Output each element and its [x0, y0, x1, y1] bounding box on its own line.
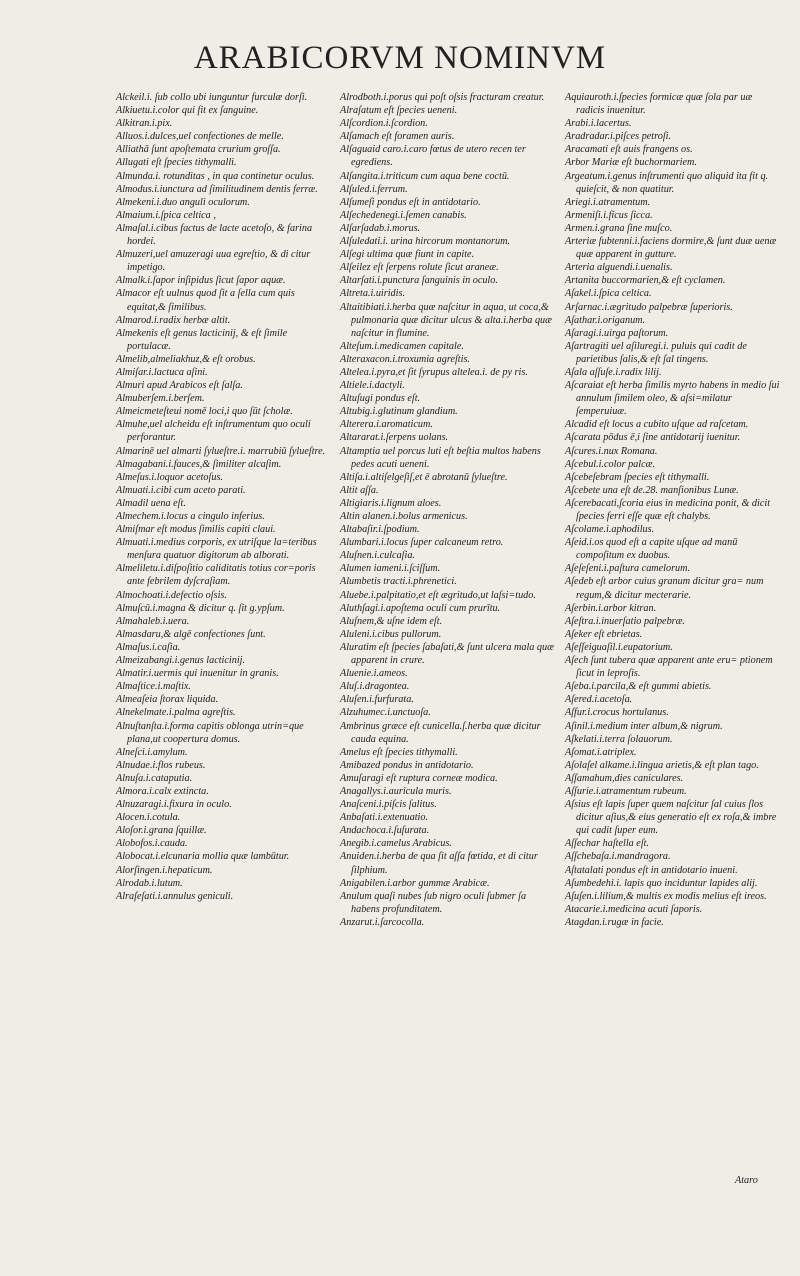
glossary-entry: Aſcebete una eſt de.28. manſionibus Lunæ.	[565, 484, 739, 496]
glossary-entry: Anegib.i.camelus Arabicus.	[340, 838, 452, 850]
glossary-entry: Aſcebeſebram ſpecies eſt tithymalli.	[565, 471, 710, 483]
glossary-entry: Aſſurie.i.atramentum rubeum.	[565, 785, 687, 797]
glossary-entry: Aſech ſunt tubera quæ apparent ante eru= ptionem ſicut in leproſis.	[565, 655, 773, 680]
glossary-entry: Altelea.i.pyra,et ſit ſyrupus altelea.i. de py ris.	[340, 366, 528, 378]
glossary-entry: Aluthſagi.i.apoſtema oculi cum prurītu.	[340, 602, 501, 614]
glossary-entry: Aſsius eſt lapis ſuper quem naſcitur ſal cuius ſlos dicitur aſius,& eius generatio eſt ex roſa,& imbre qui cadit ſuper eum.	[565, 799, 777, 837]
glossary-entry: Altamptia uel porcus luti eſt beſtia multos habens pedes acuti ueneni.	[340, 445, 541, 470]
glossary-entry: Almeicmeteſteui nomē loci,i quo ſūt ſcholæ.	[116, 406, 293, 418]
glossary-entry: Ariegi.i.atramentum.	[565, 196, 651, 208]
glossary-entry: Amelus eſt ſpecies tithymalli.	[340, 746, 458, 758]
glossary-entry: Alrodboth.i.porus qui poſt oſsis fracturam creatur.	[340, 92, 545, 103]
glossary-entry: Almuſcū.i.magna & dicitur q. ſit g.ypſum.	[116, 602, 285, 614]
glossary-entry: Alckeil.i. ſub collo ubi iunguntur furculæ dorſi.	[116, 92, 308, 103]
glossary-entry: Altaitibiati.i.herba quæ naſcitur in aqua, ut coca,& pulmonaria quæ dicitur ulcus & alta.i.herba quæ naſcitur in flumine.	[340, 301, 552, 339]
glossary-entry: Alorſingen.i.hepaticum.	[116, 864, 213, 876]
glossary-entry: Aluleni.i.cibus pullorum.	[340, 628, 442, 640]
glossary-entry: Alſamach eſt foramen auris.	[340, 131, 455, 143]
glossary-entry: Anigabilen.i.arbor gummæ Arabicæ.	[340, 877, 490, 889]
column-left	[116, 91, 331, 903]
glossary-entry: Aſſamahum,dies caniculares.	[565, 772, 684, 784]
glossary-entry: Almuberſem.i.berſem.	[116, 393, 205, 405]
glossary-entry: Almasdaru,& algē confectiones ſunt.	[116, 628, 266, 640]
glossary-entry: Alnekelmate.i.palma agreſtis.	[116, 707, 236, 719]
glossary-entry: Altararat.i.ſerpens uolans.	[340, 432, 449, 444]
glossary-entry: Aſcerebacati,ſcoria eius in medicina ponit, & dicit ſpecies ferri eſſe quæ eſt chalybs.	[565, 497, 771, 522]
glossary-entry: Alkitran.i.pix.	[116, 118, 173, 130]
glossary-entry: Allugati eſt ſpecies tithymalli.	[116, 157, 237, 169]
glossary-entry: Almora.i.calx extincta.	[116, 785, 209, 797]
glossary-entry: Almiſar.i.lactuca aſini.	[116, 366, 208, 378]
column-right	[565, 91, 783, 929]
glossary-entry: Aſkelati.i.terra ſolauorum.	[565, 733, 673, 745]
glossary-entry: Alumbari.i.locus ſuper calcaneum retro.	[340, 537, 504, 549]
glossary-entry: Aquiauroth.i.ſpecies formicæ quæ ſola par uæ radicis inuenitur.	[565, 92, 753, 117]
glossary-entry: Almuri apud Arabicos eſt ſalſa.	[116, 380, 243, 392]
glossary-entry: Alteraxacon.i.troxumia agreſtis.	[340, 353, 470, 365]
glossary-entry: Alſcordion.i.ſcordion.	[340, 118, 428, 130]
glossary-entry: Aluenie.i.ameos.	[340, 668, 408, 680]
glossary-entry: Aſſchebaſa.i.mandragora.	[565, 851, 671, 863]
glossary-entry: Almeliletu.i.diſpoſitio caliditatis totius cor=poris ante febrilem dyſcraſiam.	[116, 563, 316, 588]
glossary-entry: Alcadid eſt locus a cubito uſque ad raſcetam.	[565, 419, 749, 431]
glossary-entry: Aſcaraiat eſt herba ſimilis myrto habens in medio ſui annulum ſimilem oleo, & aſsi=milatur ſemperuiuæ.	[565, 380, 780, 418]
glossary-entry: Almaſus.i.caſia.	[116, 641, 181, 653]
glossary-entry: Almekenis eſt genus lacticinij, & eſt ſimile portulacæ.	[116, 327, 288, 352]
glossary-entry: Atagdan.i.rugæ in facie.	[565, 916, 664, 928]
glossary-entry: Arteria alguendi.i.uenalis.	[565, 262, 673, 274]
glossary-entry: Almuzeri,uel amuzeragi uua egreſtio, & di citur impetigo.	[116, 249, 311, 274]
glossary-entry: Aſuſen.i.lilium,& multis ex modis melius eſt ireos.	[565, 890, 767, 902]
glossary-entry: Alſarſadab.i.morus.	[340, 222, 421, 234]
glossary-entry: Almalk.i.ſapor inſipidus ſicut ſapor aquæ.	[116, 275, 286, 287]
glossary-entry: Aſeſſeiguaſil.i.eupatorium.	[565, 641, 673, 653]
glossary-entry: Anbaſati.i.extenuatio.	[340, 812, 428, 824]
glossary-entry: Alumbetis tracti.i.phrenetici.	[340, 576, 457, 588]
glossary-entry: Aſumbedehi.i. lapis quo inciduntur lapides alij.	[565, 877, 758, 889]
glossary-entry: Alſuledati.i. urina hircorum montanorum.	[340, 236, 510, 248]
glossary-entry: Almodus.i.iunctura ad ſimilitudinem dentis ferræ.	[116, 183, 318, 195]
glossary-entry: Aſakel.i.ſpica celtica.	[565, 288, 652, 300]
glossary-entry: Almatir.i.uermis qui inuenitur in granis.	[116, 668, 279, 680]
glossary-entry: Altit aſſa.	[340, 484, 379, 496]
glossary-entry: Aſtatalati pondus eſt in antidotario inueni.	[565, 864, 738, 876]
glossary-entry: Almuati.i.medius corporis, ex utriſque la=teribus menſura quatuor digitorum ab alborati.	[116, 537, 317, 562]
glossary-entry: Altarſati.i.punctura ſanguinis in oculo.	[340, 275, 498, 287]
glossary-entry: Altabaſir.i.ſpodium.	[340, 524, 420, 536]
glossary-entry: Aſcebul.i.color palcæ.	[565, 458, 655, 470]
glossary-entry: Altreta.i.uiridis.	[340, 288, 405, 300]
glossary-entry: Atacarie.i.medicina acuti ſaporis.	[565, 903, 703, 915]
glossary-entry: Aſolaſel alkame.i.lingua arietis,& eſt plan tago.	[565, 759, 759, 771]
glossary-entry: Altin alanen.i.bolus armenicus.	[340, 511, 468, 522]
glossary-entry: Aſedeb eſt arbor cuius granum dicitur gra= num regum,& dicitur mecterarie.	[565, 576, 764, 601]
glossary-entry: Aſered.i.acetoſa.	[565, 694, 633, 706]
glossary-entry: Aſcures.i.nux Romana.	[565, 445, 658, 457]
glossary-entry: Anzarut.i.ſarcocolla.	[340, 916, 425, 928]
glossary-entry: Anulum quaſi nubes ſub nigro oculi ſubmer ſa habens profunditatem.	[340, 890, 527, 915]
glossary-entry: Aſerbin.i.arbor kitran.	[565, 602, 657, 614]
glossary-entry: Arbor Mariæ eſt buchormariem.	[565, 157, 697, 169]
glossary-entry: Altiele.i.dactyli.	[340, 380, 405, 392]
glossary-entry: Alliathā ſunt apoſtemata crurium groſſa.	[116, 144, 281, 156]
glossary-entry: Alkiuetu.i.color qui fit ex ſanguine.	[116, 105, 259, 117]
glossary-entry: Almuati.i.cibi cum aceto parati.	[116, 484, 246, 496]
glossary-entry: Alſumeſi pondus eſt in antidotario.	[340, 196, 481, 208]
glossary-entry: Almeizabangi.i.genus lacticinij.	[116, 655, 246, 667]
glossary-entry: Anaſceni.i.piſcis ſalitus.	[340, 799, 437, 811]
glossary-entry: Aſathar.i.origanum.	[565, 314, 646, 326]
glossary-entry: Arſarnac.i.ægritudo palpebræ ſuperioris.	[565, 301, 733, 313]
glossary-entry: Alraſeſati.i.annulus geniculi.	[116, 890, 234, 902]
glossary-entry: Aradradar.i.piſces petroſi.	[565, 131, 672, 143]
glossary-entry: Alnuſtanſta.i.forma capitis oblonga utrin=que plana,ut coopertura domus.	[116, 720, 304, 745]
glossary-entry: Alluos.i.dulces,uel confectiones de melle.	[116, 131, 284, 143]
glossary-entry: Aſcolame.i.aphodilus.	[565, 524, 655, 536]
glossary-entry: Alrodab.i.lutum.	[116, 877, 183, 889]
glossary-entry: Aluſen.i.furfurata.	[340, 694, 414, 706]
glossary-entry: Almelib,almeliakhuz,& eſt orobus.	[116, 353, 256, 365]
glossary-entry: Almarinē uel almarti ſylueſtre.i. marrubiū ſylueſtre.	[116, 445, 326, 457]
glossary-entry: Alnuſa.i.cataputia.	[116, 772, 193, 784]
glossary-entry: Aſaragi.i.uirga paſtorum.	[565, 327, 669, 339]
glossary-entry: Almeaſeia ſtorax liquida.	[116, 694, 219, 706]
glossary-entry: Amibazed pondus in antidotario.	[340, 759, 474, 771]
glossary-entry: Altigiaris.i.lignum aloes.	[340, 497, 442, 509]
glossary-entry: Alnudae.i.flos rubeus.	[116, 759, 206, 771]
glossary-entry: Alterera.i.aromaticum.	[340, 419, 433, 431]
glossary-entry: Armen.i.grana ſine muſco.	[565, 222, 673, 234]
glossary-entry: Alobocat.i.elcunaria mollia quæ lambūtur.	[116, 851, 290, 863]
glossary-entry: Aſſechar haſtella eſt.	[565, 838, 650, 850]
glossary-entry: Arteriæ ſubtenni.i.faciens dormire,& ſunt duæ uenæ quæ apparent in gutture.	[565, 236, 777, 261]
catchword: Ataro	[735, 1175, 758, 1186]
glossary-entry: Aſcarata pōdus ē,i ſine antidotarij iuenitur.	[565, 432, 741, 444]
glossary-entry: Aſomat.i.atriplex.	[565, 746, 637, 758]
glossary-entry: Alocen.i.cotula.	[116, 812, 181, 824]
glossary-entry: Almeſus.i.loquor acetoſus.	[116, 471, 223, 483]
glossary-entry: Alteſum.i.medicamen capitale.	[340, 340, 464, 352]
glossary-entry: Argeatum.i.genus inſtrumenti quo aliquid ita fit q. quieſcit, & non quatitur.	[565, 170, 769, 195]
glossary-entry: Aluebe.i.palpitatio,et eſt ægritudo,ut laſsi=tudo.	[340, 589, 536, 601]
glossary-entry: Aluratim eſt ſpecies ſabaſati,& ſunt ulcera mala quæ apparent in crure.	[340, 641, 554, 667]
column-middle	[340, 91, 555, 929]
glossary-entry: Altiſa.i.altiſelgeſiſ,et ē abrotanū ſylueſtre.	[340, 471, 508, 483]
glossary-entry: Andachoca.i.ſuſurata.	[340, 825, 430, 837]
glossary-entry: Ambrinus græce eſt cunicella.ſ.herba quæ dicitur cauda equina.	[340, 720, 541, 745]
glossary-entry: Aloſor.i.grana ſquillæ.	[116, 825, 207, 837]
glossary-entry: Alſechedenegi.i.ſemen canabis.	[340, 209, 467, 221]
glossary-entry: Almunda.i. rotunditas , in qua continetur oculus.	[116, 170, 315, 182]
glossary-entry: Almagabani.i.fauces,& ſimiliter alcaſim.	[116, 458, 282, 470]
glossary-entry: Almiſmar eſt modus ſimilis capiti claui.	[116, 524, 276, 536]
glossary-entry: Armeniſi.i.ficus ſicca.	[565, 209, 653, 221]
glossary-entry: Anuiden.i.herba de qua ſit aſſa fœtida, et di citur ſilphium.	[340, 851, 538, 876]
glossary-entry: Alneſci.i.amylum.	[116, 746, 188, 758]
glossary-entry: Aluſnen.i.culcaſia.	[340, 550, 415, 562]
glossary-entry: Alſuled.i.ferrum.	[340, 183, 408, 195]
glossary-entry: Almaſtice.i.maſtix.	[116, 681, 191, 693]
glossary-entry: Altubig.i.glutinum glandium.	[340, 406, 458, 418]
glossary-entry: Aſfur.i.crocus hortulanus.	[565, 707, 669, 719]
glossary-entry: Alzuhumec.i.unctuoſa.	[340, 707, 431, 719]
glossary-entry: Aſinil.i.medium inter album,& nigrum.	[565, 720, 723, 732]
glossary-entry: Altuſugi pondus eſt.	[340, 393, 421, 405]
glossary-entry: Almacor eſt uulnus quod ſit a ſella cum quis equitat,& ſimilibus.	[116, 288, 295, 313]
glossary-entry: Aſeid.i.os quod eſt a capite uſque ad manū compoſitum ex duobus.	[565, 537, 738, 562]
glossary-entry: Almekeni.i.duo anguli oculorum.	[116, 196, 250, 208]
glossary-entry: Amuſaragi eſt ruptura corneæ modica.	[340, 772, 498, 784]
glossary-entry: Aſeſtra.i.inuerſatio palpebræ.	[565, 615, 685, 627]
glossary-entry: Almadil uena eſt.	[116, 497, 186, 509]
glossary-entry: Almaſal.i.cibus factus de lacte acetoſo, & farina hordei.	[116, 222, 313, 248]
page-title: ARABICORVM NOMINVM	[193, 40, 607, 76]
glossary-entry: Almochoati.i.defectio oſsis.	[116, 589, 227, 601]
glossary-entry: Aſeker eſt ebrietas.	[565, 628, 643, 640]
glossary-entry: Alraſatum eſt ſpecies ueneni.	[340, 105, 458, 117]
glossary-entry: Arabi.i.lacertus.	[565, 118, 632, 130]
glossary-entry: Aſartragiti uel aſiluregi.i. puluis qui cadit de parietibus ſalis,& eſt ſal tingens.	[565, 340, 747, 365]
glossary-entry: Alſaguaid caro.i.caro fœtus de utero recen ter egrediens.	[340, 144, 526, 169]
glossary-entry: Anagallys.i.auricula muris.	[340, 785, 452, 797]
glossary-entry: Aſeba.i.parcila,& eſt gummi abietis.	[565, 681, 712, 693]
glossary-entry: Alſegi ultima quæ fiunt in capite.	[340, 249, 475, 261]
glossary-entry: Almechem.i.locus a cingulo inferius.	[116, 511, 265, 522]
glossary-entry: Aluſ.i.dragontea.	[340, 681, 410, 693]
glossary-entry: Alſangita.i.triticum cum aqua bene coctū.	[340, 170, 510, 182]
glossary-entry: Almahaleb.i.uera.	[116, 615, 190, 627]
glossary-entry: Alnuzaragi.i.fixura in oculo.	[116, 799, 232, 811]
glossary-entry: Artanita buccormarien,& eſt cyclamen.	[565, 275, 726, 287]
glossary-entry: Aſala aſſuſe.i.radix lilij.	[565, 366, 662, 378]
glossary-entry: Aſeſeſeni.i.paſtura camelorum.	[565, 563, 691, 575]
glossary-entry: Alſeilez eſt ſerpens rolute ſicut araneæ.	[340, 262, 499, 274]
glossary-entry: Aluſnem,& uſne idem eſt.	[340, 615, 443, 627]
glossary-entry: Almarod.i.radix herbæ altit.	[116, 314, 231, 326]
glossary-entry: Almuhe,uel alcheidu eſt inſtrumentum quo oculi perforantur.	[116, 419, 311, 444]
glossary-entry: Almaium.i.ſpica celtica ,	[116, 209, 216, 221]
glossary-entry: Alumen iameni.i.ſciſſum.	[340, 563, 441, 575]
glossary-entry: Aracamati eſt auis frangens os.	[565, 144, 693, 156]
glossary-entry: Alobofos.i.cauda.	[116, 838, 188, 850]
